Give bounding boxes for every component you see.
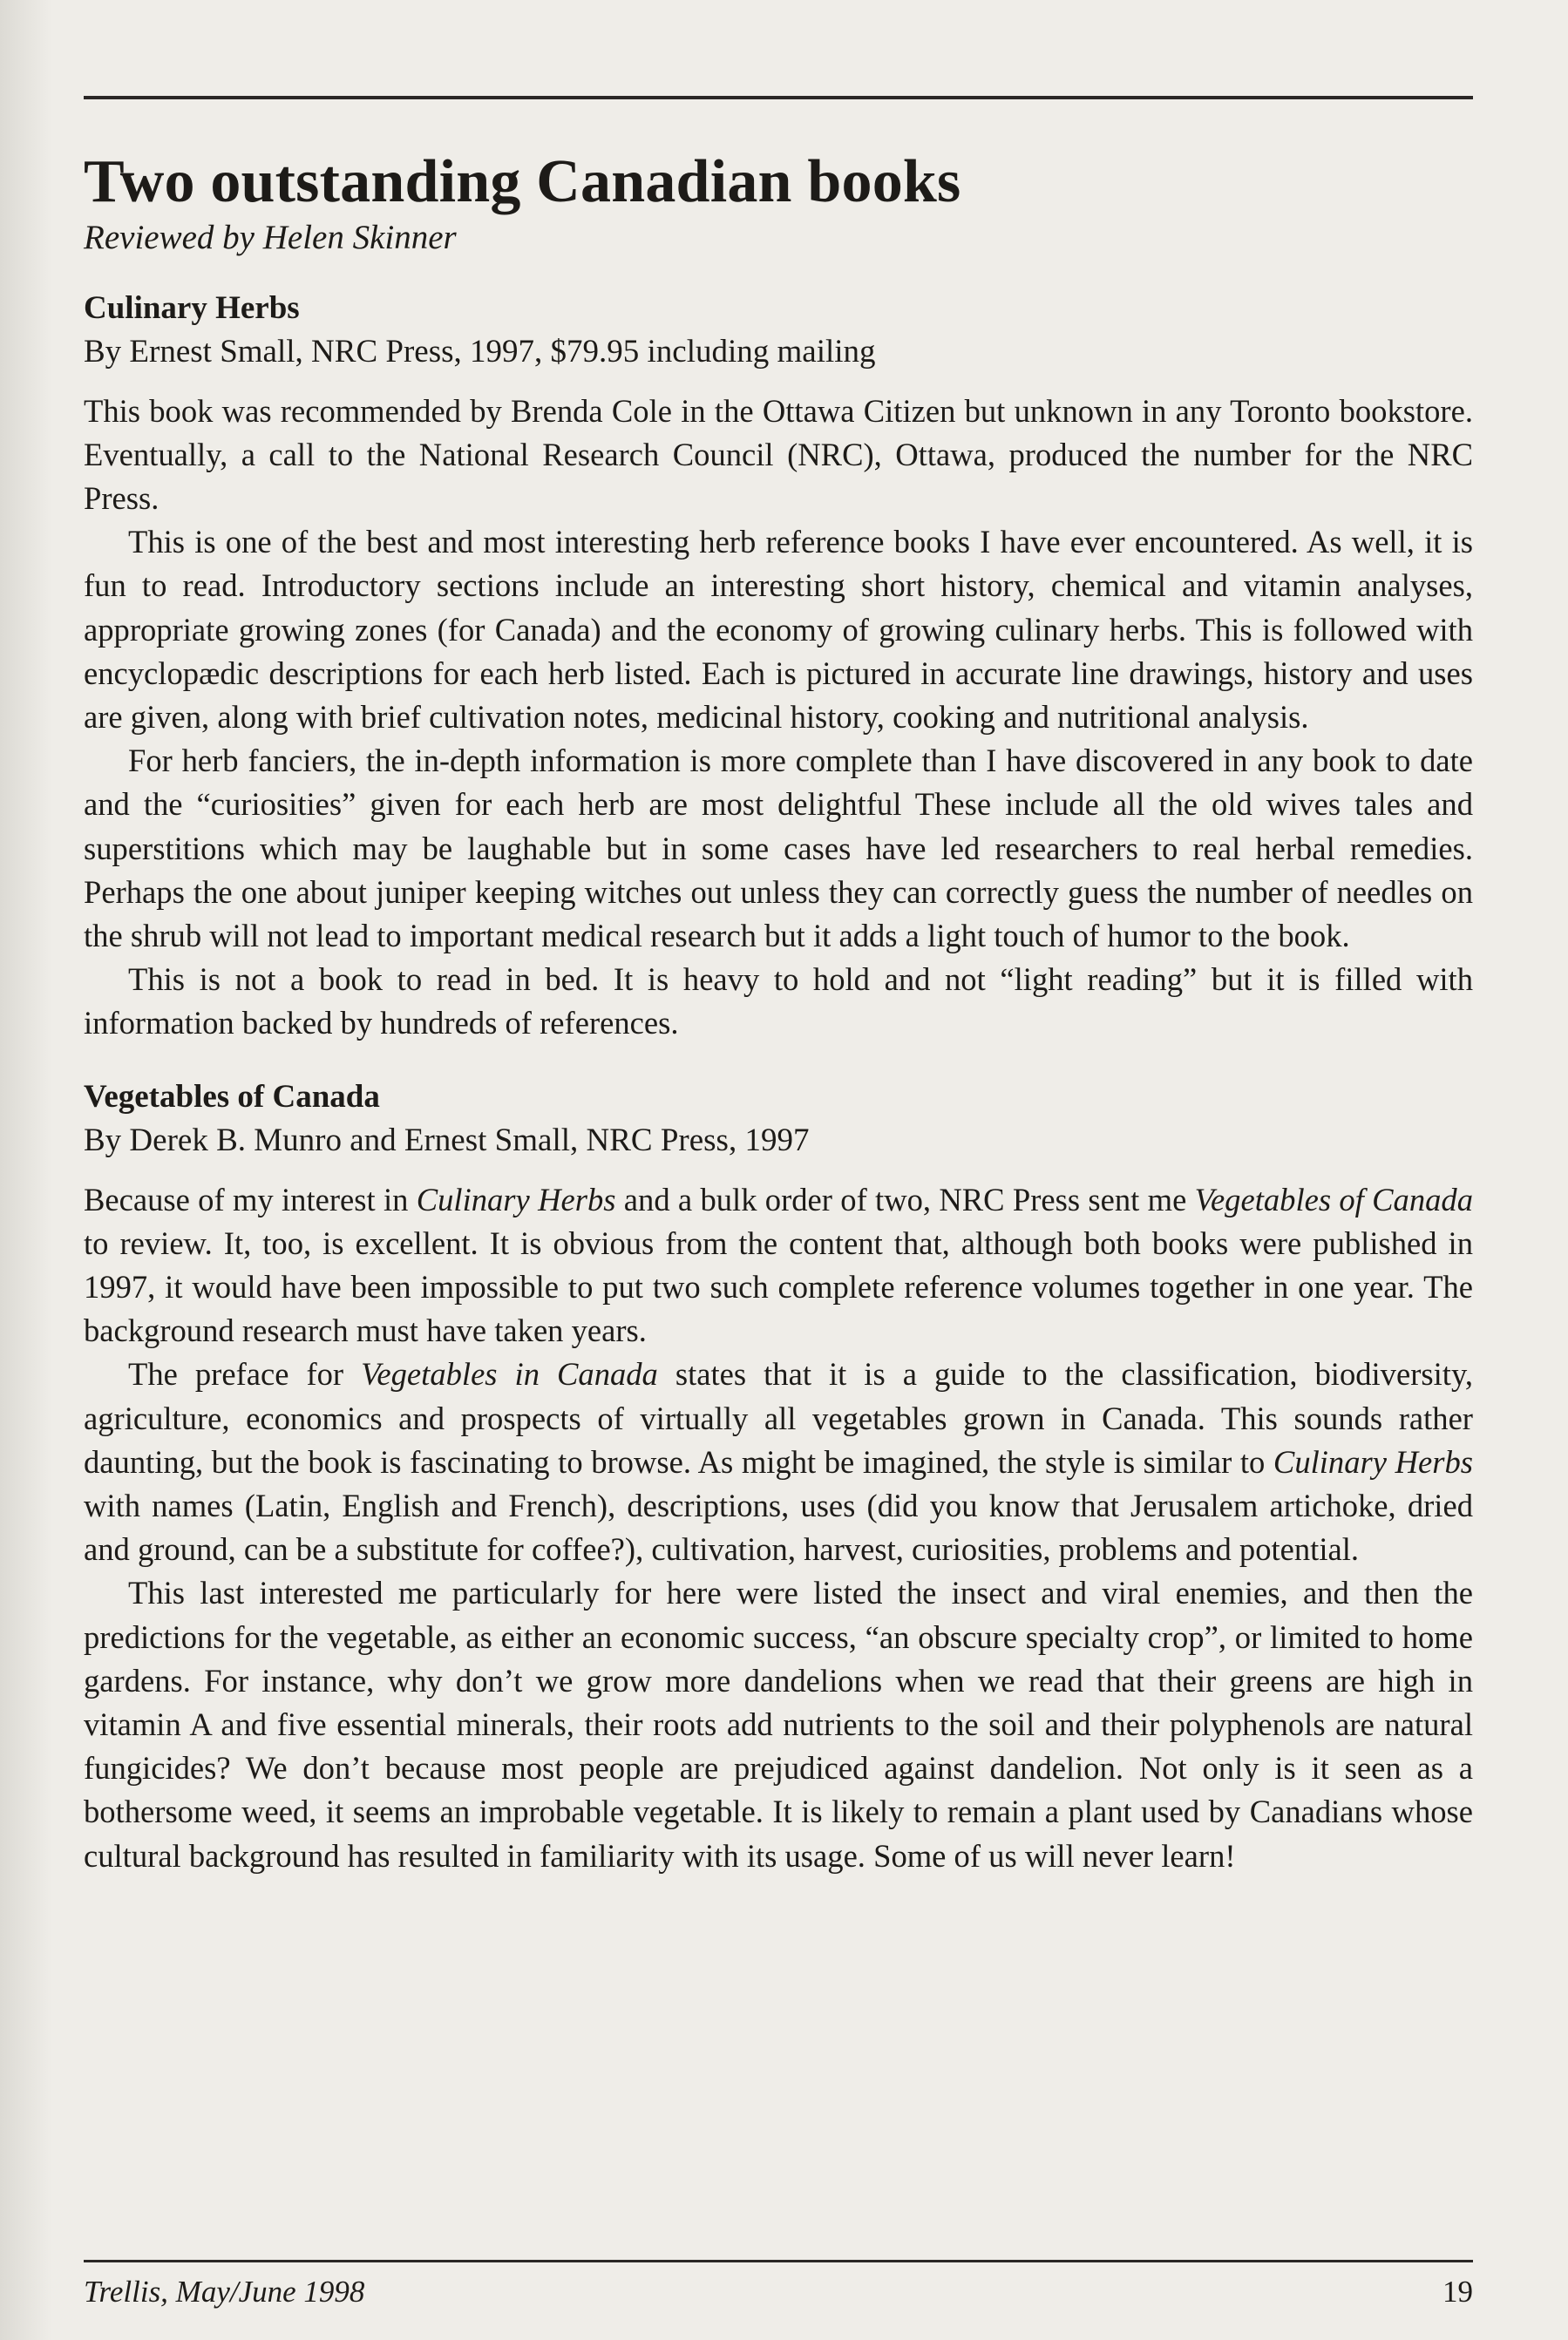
book1-meta: By Ernest Small, NRC Press, 1997, $79.95 including mailing <box>84 333 876 370</box>
book2-paragraph: The preface for Vegetables in Canada states that it is a guide to the classification, biodiversity, agriculture, economics and prospects of virtually all vegetables grown in Canada. This sounds rather daunting, but the book is fascinating to browse. As might be imagined, the style is similar to Culinary Herbs with names (Latin, English and French), descriptions, uses (did you know that Jerusalem artichoke, dried and ground, can be a substitute for coffee?), cultivation, harvest, curiosities, problems and potential. <box>84 1356 1474 1568</box>
book2-meta: By Derek B. Munro and Ernest Small, NRC Press, 1997 <box>84 1122 810 1158</box>
article <box>84 150 1473 1878</box>
book2-paragraph: Because of my interest in Culinary Herbs and a bulk order of two, NRC Press sent me Vegetables of Canada to review. It, too, is excellent. It is obvious from the content that, although both books were published in 1997, it would have been impossible to put two such complete reference volumes together in one year. The background research must have taken years. <box>84 1181 1473 1349</box>
article-title: Two outstanding Canadian books <box>84 148 961 215</box>
journal-issue: Trellis, May/June 1998 <box>84 2275 365 2309</box>
article-byline: Reviewed by Helen Skinner <box>84 218 457 256</box>
book-title-ref: Culinary Herbs <box>1273 1443 1473 1480</box>
page-number: 19 <box>1442 2275 1473 2309</box>
book1-paragraph: This book was recommended by Brenda Cole in the Ottawa Citizen but unknown in any Toronto bookstore. Eventually, a call to the National Research Council (NRC), Ottawa, produced the number for the NRC Press. <box>84 392 1473 516</box>
book2-title: Vegetables of Canada <box>84 1078 380 1115</box>
book2-paragraph: This last interested me particularly for here were listed the insect and viral enemies, and then the predictions for the vegetable, as either an economic success, “an obscure specialty crop”, or limited to home gardens. For instance, why don’t we grow more dandelions when we read that their greens are high in vitamin A and five essential minerals, their roots add nutrients to the soil and their polyphenols are natural fungicides? We don’t because most people are prejudiced against dandelion. Not only is it seen as a bothersome weed, it seems an improbable vegetable. It is likely to remain a plant used by Canadians whose cultural background has resulted in familiarity with its usage. Some of us will never learn! <box>84 1575 1473 1874</box>
page-footer <box>84 2275 1473 2309</box>
top-rule <box>84 96 1473 99</box>
bottom-rule <box>84 2260 1473 2262</box>
page-edge-shadow <box>0 0 52 2340</box>
book1-paragraph: This is not a book to read in bed. It is heavy to hold and not “light reading” but it is filled with information backed by hundreds of references. <box>84 961 1473 1041</box>
book1-title: Culinary Herbs <box>84 289 300 326</box>
book1-paragraph: For herb fanciers, the in-depth information is more complete than I have discovered in any book to date and the “curiosities” given for each herb are most delightful These include all the old wives tales and superstitions which may be laughable but in some cases have led researchers to real herbal remedies. Perhaps the one about juniper keeping witches out unless they can correctly guess the number of needles on the shrub will not lead to important medical research but it adds a light touch of humor to the book. <box>84 743 1473 953</box>
book-title-ref: Vegetables in Canada <box>361 1356 658 1393</box>
book1-paragraph: This is one of the best and most interesting herb reference books I have ever encountered. As well, it is fun to read. Introductory sections include an interesting short history, chemical and vitamin analyses, appropriate growing zones (for Canada) and the economy of growing culinary herbs. This is followed with encyclopædic descriptions for each herb listed. Each is pictured in accurate line drawings, history and uses are given, along with brief cultivation notes, medicinal history, cooking and nutritional analysis. <box>84 524 1473 735</box>
book-title-ref: Vegetables of Canada <box>1194 1181 1473 1217</box>
book-title-ref: Culinary Herbs <box>416 1181 616 1217</box>
